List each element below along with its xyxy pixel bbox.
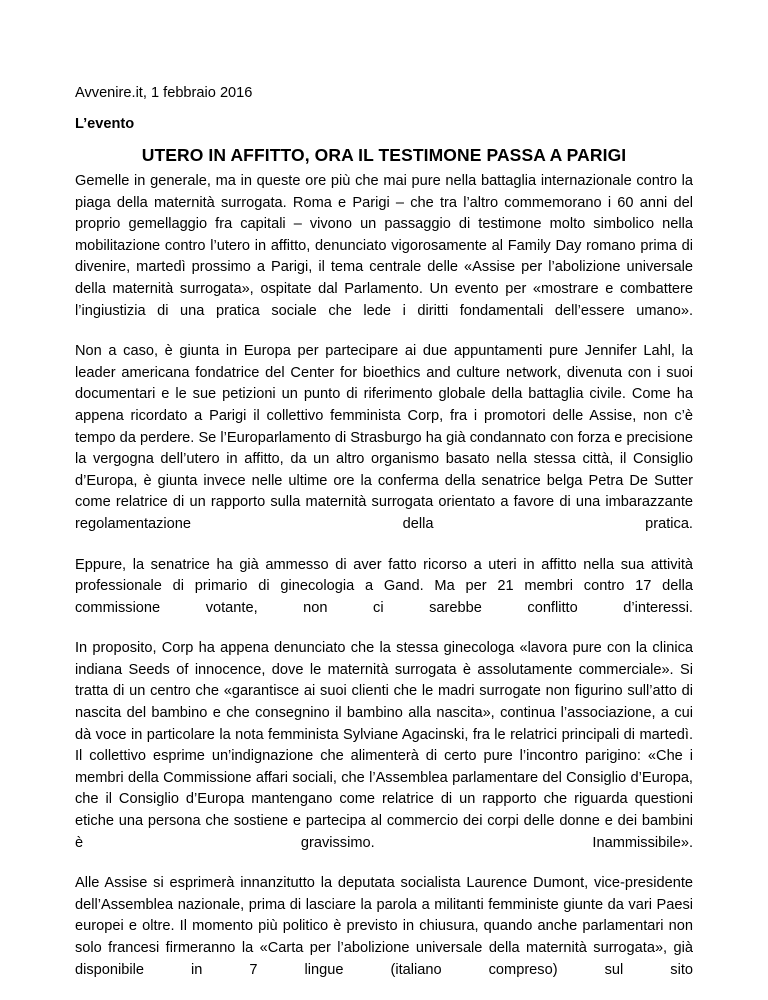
document-page <box>75 83 693 1000</box>
source-dateline: Avvenire.it, 1 febbraio 2016 <box>75 85 253 101</box>
section-label: L’evento <box>75 116 135 132</box>
article-paragraph-1: Gemelle in generale, ma in queste ore più che mai pure nella battaglia internazionale contro la piaga della maternità surrogata. Roma e Parigi – che tra l’altro commemorano i 60 anni del proprio gemellaggio fra capitali – vivono un passaggio di testimone molto simbolico nella mobilitazione contro l’utero in affitto, denunciato vigorosamente al Family Day romano prima di divenire, martedì prossimo a Parigi, il tema centrale delle «Assise per l’abolizione universale della maternità surrogata», ospitate dal Parlamento. Un evento per «mostrare e combattere l’ingiustizia di una pratica sociale che lede i diritti fondamentali dell’essere umano». <box>75 173 693 319</box>
article-headline: UTERO IN AFFITTO, ORA IL TESTIMONE PASSA A PARIGI <box>141 145 627 165</box>
article-paragraph-3: Eppure, la senatrice ha già ammesso di aver fatto ricorso a uteri in affitto nella sua attività professionale di primario di ginecologia a Gand. Ma per 21 membri contro 17 della commissione votante, non ci sarebbe conflitto d’interessi. <box>75 556 693 616</box>
article-paragraph-4: In proposito, Corp ha appena denunciato che la stessa ginecologa «lavora pure con la clinica indiana Seeds of innocence, dove le maternità surrogata è assolutamente commerciale». Si tratta di un centro che «garantisce ai suoi clienti che le madri surrogate non figurino sull’atto di nascita del bambino e che consegnino il bambino alla nascita», continua l’associazione, a cui dà voce in particolare la nota femminista Sylviane Agacinski, fra le relatrici principali di martedì. Il collettivo esprime un’indignazione che alimenterà di certo pure l’incontro parigino: «Che i membri della Commissione affari sociali, che l’Assemblea parlamentare del Consiglio d’Europa, che il Consiglio d’Europa mantengano come relatrice di un rapporto che riguarda questioni etiche una persona che sostiene e partecipa al commercio dei corpi delle donne e dei bambini è gravissimo. Inammissibile». <box>75 640 693 851</box>
article-paragraph-5: Alle Assise si esprimerà innanzitutto la deputata socialista Laurence Dumont, vice-presidente dell’Assemblea nazionale, prima di lasciare la parola a militanti femministe giunte da vari Paesi europei e oltre. Il momento più politico è previsto in chiusura, quando anche parlamentari non solo francesi firmeranno la «Carta per l’abolizione universale della maternità surrogata», già disponibile in 7 lingue (italiano compreso) sul sito <box>75 875 693 978</box>
article-paragraph-2: Non a caso, è giunta in Europa per partecipare ai due appuntamenti pure Jennifer Lahl, la leader americana fondatrice del Center for bioethics and culture network, divenuta con i suoi documentari e le sue petizioni un punto di riferimento globale della battaglia civile. Come ha appena ricordato a Parigi il collettivo femminista Corp, fra i promotori delle Assise, non c’è tempo da perdere. Se l’Europarlamento di Strasburgo ha già condannato con forza e precisione la vergogna dell’utero in affitto, da un altro organismo basato nella stessa città, il Consiglio d’Europa, è giunta invece nelle ultime ore la conferma della senatrice belga Petra De Sutter come relatrice di un rapporto sulla maternità surrogata orientato a favore di una imbarazzante regolamentazione della pratica. <box>75 343 693 532</box>
